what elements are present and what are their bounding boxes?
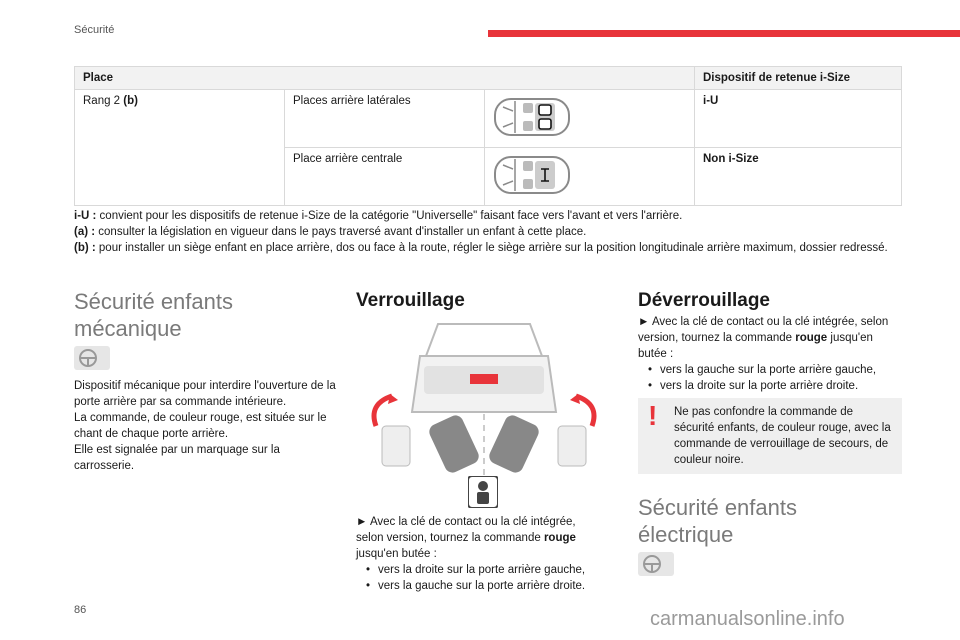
mech-body: Dispositif mécanique pour interdire l'ouverture de la porte arrière par sa commande intérieure. La commande, de couleur rouge, est située sur le chant de chaque porte arrière. Elle est signalée par un marquage sur la carrosserie. bbox=[74, 380, 336, 472]
isize-table bbox=[74, 66, 902, 206]
table-cell-diagram bbox=[485, 90, 695, 148]
table-cell-diagram bbox=[485, 148, 695, 206]
lock-title: Verrouillage bbox=[356, 290, 465, 311]
list-item: • vers la droite sur la porte arrière droite. bbox=[648, 378, 902, 394]
table-row bbox=[75, 90, 902, 148]
unlock-title: Déverrouillage bbox=[638, 290, 770, 311]
table-notes bbox=[74, 208, 904, 256]
rear-car-illustration bbox=[366, 316, 602, 500]
rank-note: (b) bbox=[123, 95, 138, 107]
header-accent-bar bbox=[488, 30, 960, 37]
list-item: • vers la gauche sur la porte arrière droite. bbox=[366, 578, 606, 594]
warning-box: Ne pas confondre la commande de sécurité enfants, de couleur rouge, avec la commande de verrouillage de secours, de couleur noire. bbox=[638, 398, 902, 474]
note-b: (b) : pour installer un siège enfant en place arrière, dos ou face à la route, régler le siège arrière sur la position longitudinale arrière maximum, dossier redressé. bbox=[74, 242, 888, 254]
steering-wheel-icon bbox=[74, 346, 110, 370]
table-cell-position: Places arrière latérales bbox=[285, 90, 485, 148]
unlock-list bbox=[638, 362, 902, 394]
table-cell-device: Non i-Size bbox=[695, 148, 902, 206]
watermark: carmanualsonline.info bbox=[650, 608, 845, 630]
car-top-view-icon bbox=[493, 153, 571, 197]
steering-wheel-icon bbox=[638, 552, 674, 576]
lock-body: ► Avec la clé de contact ou la clé intégrée, selon version, tournez la commande rouge jusqu'en butée : • vers la droite sur la porte arrière gauche, • vers la gauche sur la porte arrière droite. bbox=[356, 514, 606, 594]
car-top-view-icon bbox=[493, 95, 571, 139]
page-number: 86 bbox=[74, 604, 87, 616]
table-header-row bbox=[75, 67, 902, 90]
table-cell-position: Place arrière centrale bbox=[285, 148, 485, 206]
table-cell-device: i-U bbox=[695, 90, 902, 148]
note-iu: i-U : convient pour les dispositifs de retenue i-Size de la catégorie "Universelle" faisant face vers l'avant et vers l'arrière. bbox=[74, 210, 683, 222]
note-a: (a) : consulter la législation en vigueur dans le pays traversé avant d'installer un enfant à cette place. bbox=[74, 226, 587, 238]
table-cell-rank bbox=[75, 90, 285, 206]
rank-label: Rang 2 bbox=[83, 95, 124, 107]
table-header-device: Dispositif de retenue i-Size bbox=[695, 67, 902, 90]
elec-title: Sécurité enfants électrique bbox=[638, 495, 797, 547]
list-item: • vers la droite sur la porte arrière gauche, bbox=[366, 562, 606, 578]
child-lock-icon bbox=[468, 476, 498, 508]
unlock-body: ► Avec la clé de contact ou la clé intégrée, selon version, tournez la commande rouge jusqu'en butée : • vers la gauche sur la porte arrière gauche, • vers la droite sur la porte arrière droite. bbox=[638, 314, 902, 394]
mech-title: Sécurité enfants mécanique bbox=[74, 289, 233, 341]
lock-list bbox=[356, 562, 606, 594]
section-header: Sécurité bbox=[74, 24, 115, 36]
warning-icon: ! bbox=[648, 400, 658, 431]
list-item: • vers la gauche sur la porte arrière gauche, bbox=[648, 362, 902, 378]
table-header-place: Place bbox=[75, 67, 695, 90]
